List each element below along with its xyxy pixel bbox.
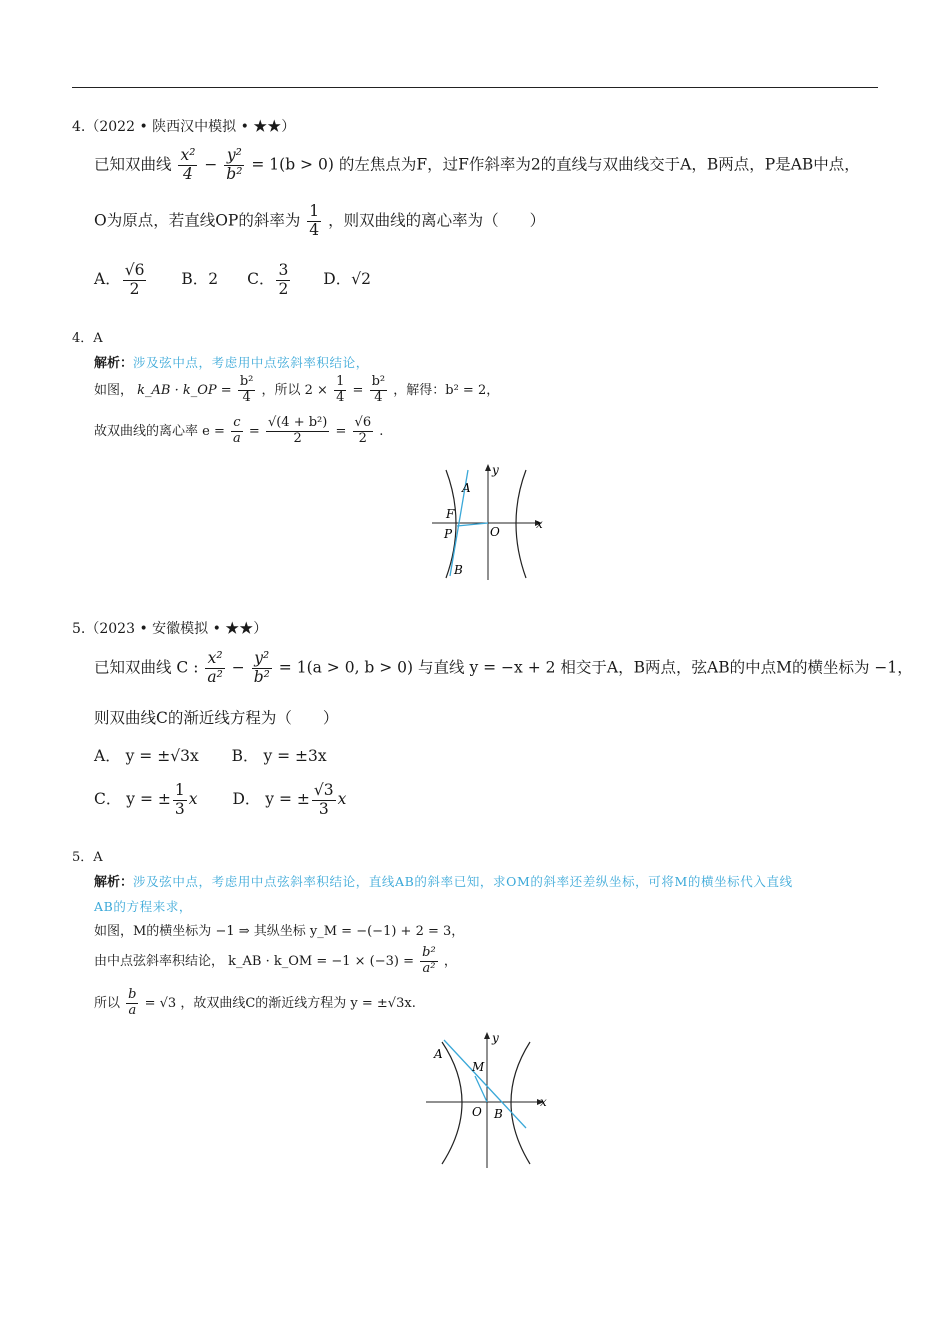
a4-answer: 4．A <box>72 331 103 346</box>
q4-option-d[interactable]: D．√2 <box>323 270 371 289</box>
q5-source: （2023 • 安徽模拟 • ★★） <box>85 621 268 637</box>
q4-line2 <box>94 203 545 240</box>
q4-header <box>72 116 295 136</box>
q5-eq-rest: = 1(a > 0, b > 0) <box>278 658 414 677</box>
q4-option-b[interactable]: B．2 <box>181 270 219 289</box>
q5-option-a[interactable]: A． y = ±√3x <box>94 747 199 765</box>
q4-line2-post: ，则双曲线的离心率为（ ） <box>328 211 546 230</box>
a5-line2: 由中点弦斜率积结论， k_AB · k_OM = −1 × (−3) = $\frac{\text{b²}}{\text{a²}}$ ， <box>94 945 457 976</box>
q4-option-c[interactable]: C． $\frac{3}{2}$ <box>247 261 289 298</box>
fig2-chord-ab <box>444 1040 526 1128</box>
fig2-y-arrow <box>484 1032 490 1039</box>
q5-options-row2 <box>94 782 346 819</box>
q5-options-row1 <box>94 744 327 766</box>
q5-header <box>72 618 267 638</box>
a5-line1: 如图，M的横坐标为 −1 ⇒ 其纵坐标 y_M = −(−1) + 2 = 3， <box>94 924 465 939</box>
q5-number: 5. <box>72 621 86 637</box>
fig1-right-branch <box>516 470 526 578</box>
fig2-label-b: B <box>494 1107 503 1121</box>
fig2-right-branch <box>511 1042 530 1164</box>
a4-analysis: 解析：涉及弦中点，考虑用中点弦斜率积结论， <box>94 355 369 371</box>
q4-options <box>94 262 371 299</box>
q5-eq-frac1: $\frac{\text{x²}}{\text{a²}}$ <box>207 649 223 686</box>
a5-analysis-cont: AB的方程来求， <box>94 899 193 914</box>
figure-hyperbola-q5 <box>420 1028 555 1173</box>
figure-hyperbola-q4 <box>420 460 550 585</box>
q4-source: （2022 • 陕西汉中模拟 • ★★） <box>85 119 296 135</box>
header-rule <box>72 87 878 88</box>
q4-line1-post: 的左焦点为F，过F作斜率为2的直线与双曲线交于A，B两点，P是AB中点， <box>338 155 860 174</box>
q4-slope-frac: $\frac{1}{4}$ <box>309 202 320 239</box>
a4-line2: 故双曲线的离心率 e = $\frac{c}{a}$ = $\frac{\text{√(4 + b²)}}{2}$ = $\frac{√6}{2}$ . <box>94 415 384 446</box>
a5-line3: 所以 $\frac{b}{a}$ = √3 ，故双曲线C的渐近线方程为 y = ±√3x. <box>94 987 416 1018</box>
q5-option-b[interactable]: B． y = ±3x <box>231 747 327 765</box>
q5-option-c[interactable]: C． y = ± $\frac{1}{3}$ x <box>94 781 198 818</box>
q4-eq-frac1: $\frac{\text{x²}}{4}$ <box>180 146 196 183</box>
a5-analysis: 解析：涉及弦中点，考虑用中点弦斜率积结论，直线AB的斜率已知，求OM的斜率还差纵坐标，可将M的横坐标代入直线 <box>94 874 793 890</box>
q4-eq-minus: − <box>204 155 218 174</box>
fig1-label-p: P <box>444 527 453 541</box>
a5-answer: 5．A <box>72 850 103 865</box>
q4-option-a[interactable]: A． $\frac{√6}{2}$ <box>94 261 145 298</box>
q5-line1-post: 与直线 y = −x + 2 相交于A，B两点，弦AB的中点M的横坐标为 −1， <box>418 658 913 677</box>
fig1-left-branch <box>446 470 456 578</box>
a4-line1: 如图， k_AB · k_OP = $\frac{\text{b²}}{4}$ ，所以 2 × $\frac{1}{4}$ = $\frac{\text{b²}}{4}$ ，解得：b² = 2， <box>94 374 500 405</box>
q4-eq-frac2: $\frac{\text{y²}}{\text{b²}}$ <box>226 146 243 183</box>
fig2-label-o: O <box>472 1105 482 1119</box>
q5-option-d[interactable]: D． y = ± $\frac{√3}{3}$ x <box>232 781 347 818</box>
q5-line1: 已知双曲线 C : $\frac{\text{x²}}{\text{a²}}$ − $\frac{\text{y²}}{\text{b²}}$ = 1(a > 0, b > 0) 与直线 y = −x + 2 相交于A，B两点，弦AB的中点M的横坐标为 −1， <box>94 649 913 686</box>
fig2-label-a: A <box>434 1047 443 1061</box>
q4-line1 <box>94 147 860 184</box>
fig1-label-x: x <box>536 517 543 531</box>
fig2-label-y: y <box>492 1031 499 1045</box>
q4-line2-pre: O为原点，若直线OP的斜率为 <box>94 211 301 230</box>
q5-line2: 则双曲线C的渐近线方程为（ ） <box>94 709 339 727</box>
fig2-label-m: M <box>472 1060 485 1074</box>
fig1-label-o: O <box>490 525 500 539</box>
q5-eq-frac2: $\frac{\text{y²}}{\text{b²}}$ <box>253 649 270 686</box>
fig1-y-arrow <box>485 464 491 471</box>
fig1-label-b: B <box>454 563 463 577</box>
fig1-label-a: A <box>462 481 471 495</box>
fig2-label-x: x <box>540 1095 547 1109</box>
fig2-left-branch <box>442 1042 462 1164</box>
q4-eq-rest: = 1(b > 0) <box>251 155 334 174</box>
q5-line1-pre: 已知双曲线 C : <box>94 658 199 677</box>
fig1-label-f: F <box>446 507 455 521</box>
q4-number: 4. <box>72 119 86 135</box>
q4-line1-pre: 已知双曲线 <box>94 155 172 174</box>
fig1-label-y: y <box>492 463 499 477</box>
